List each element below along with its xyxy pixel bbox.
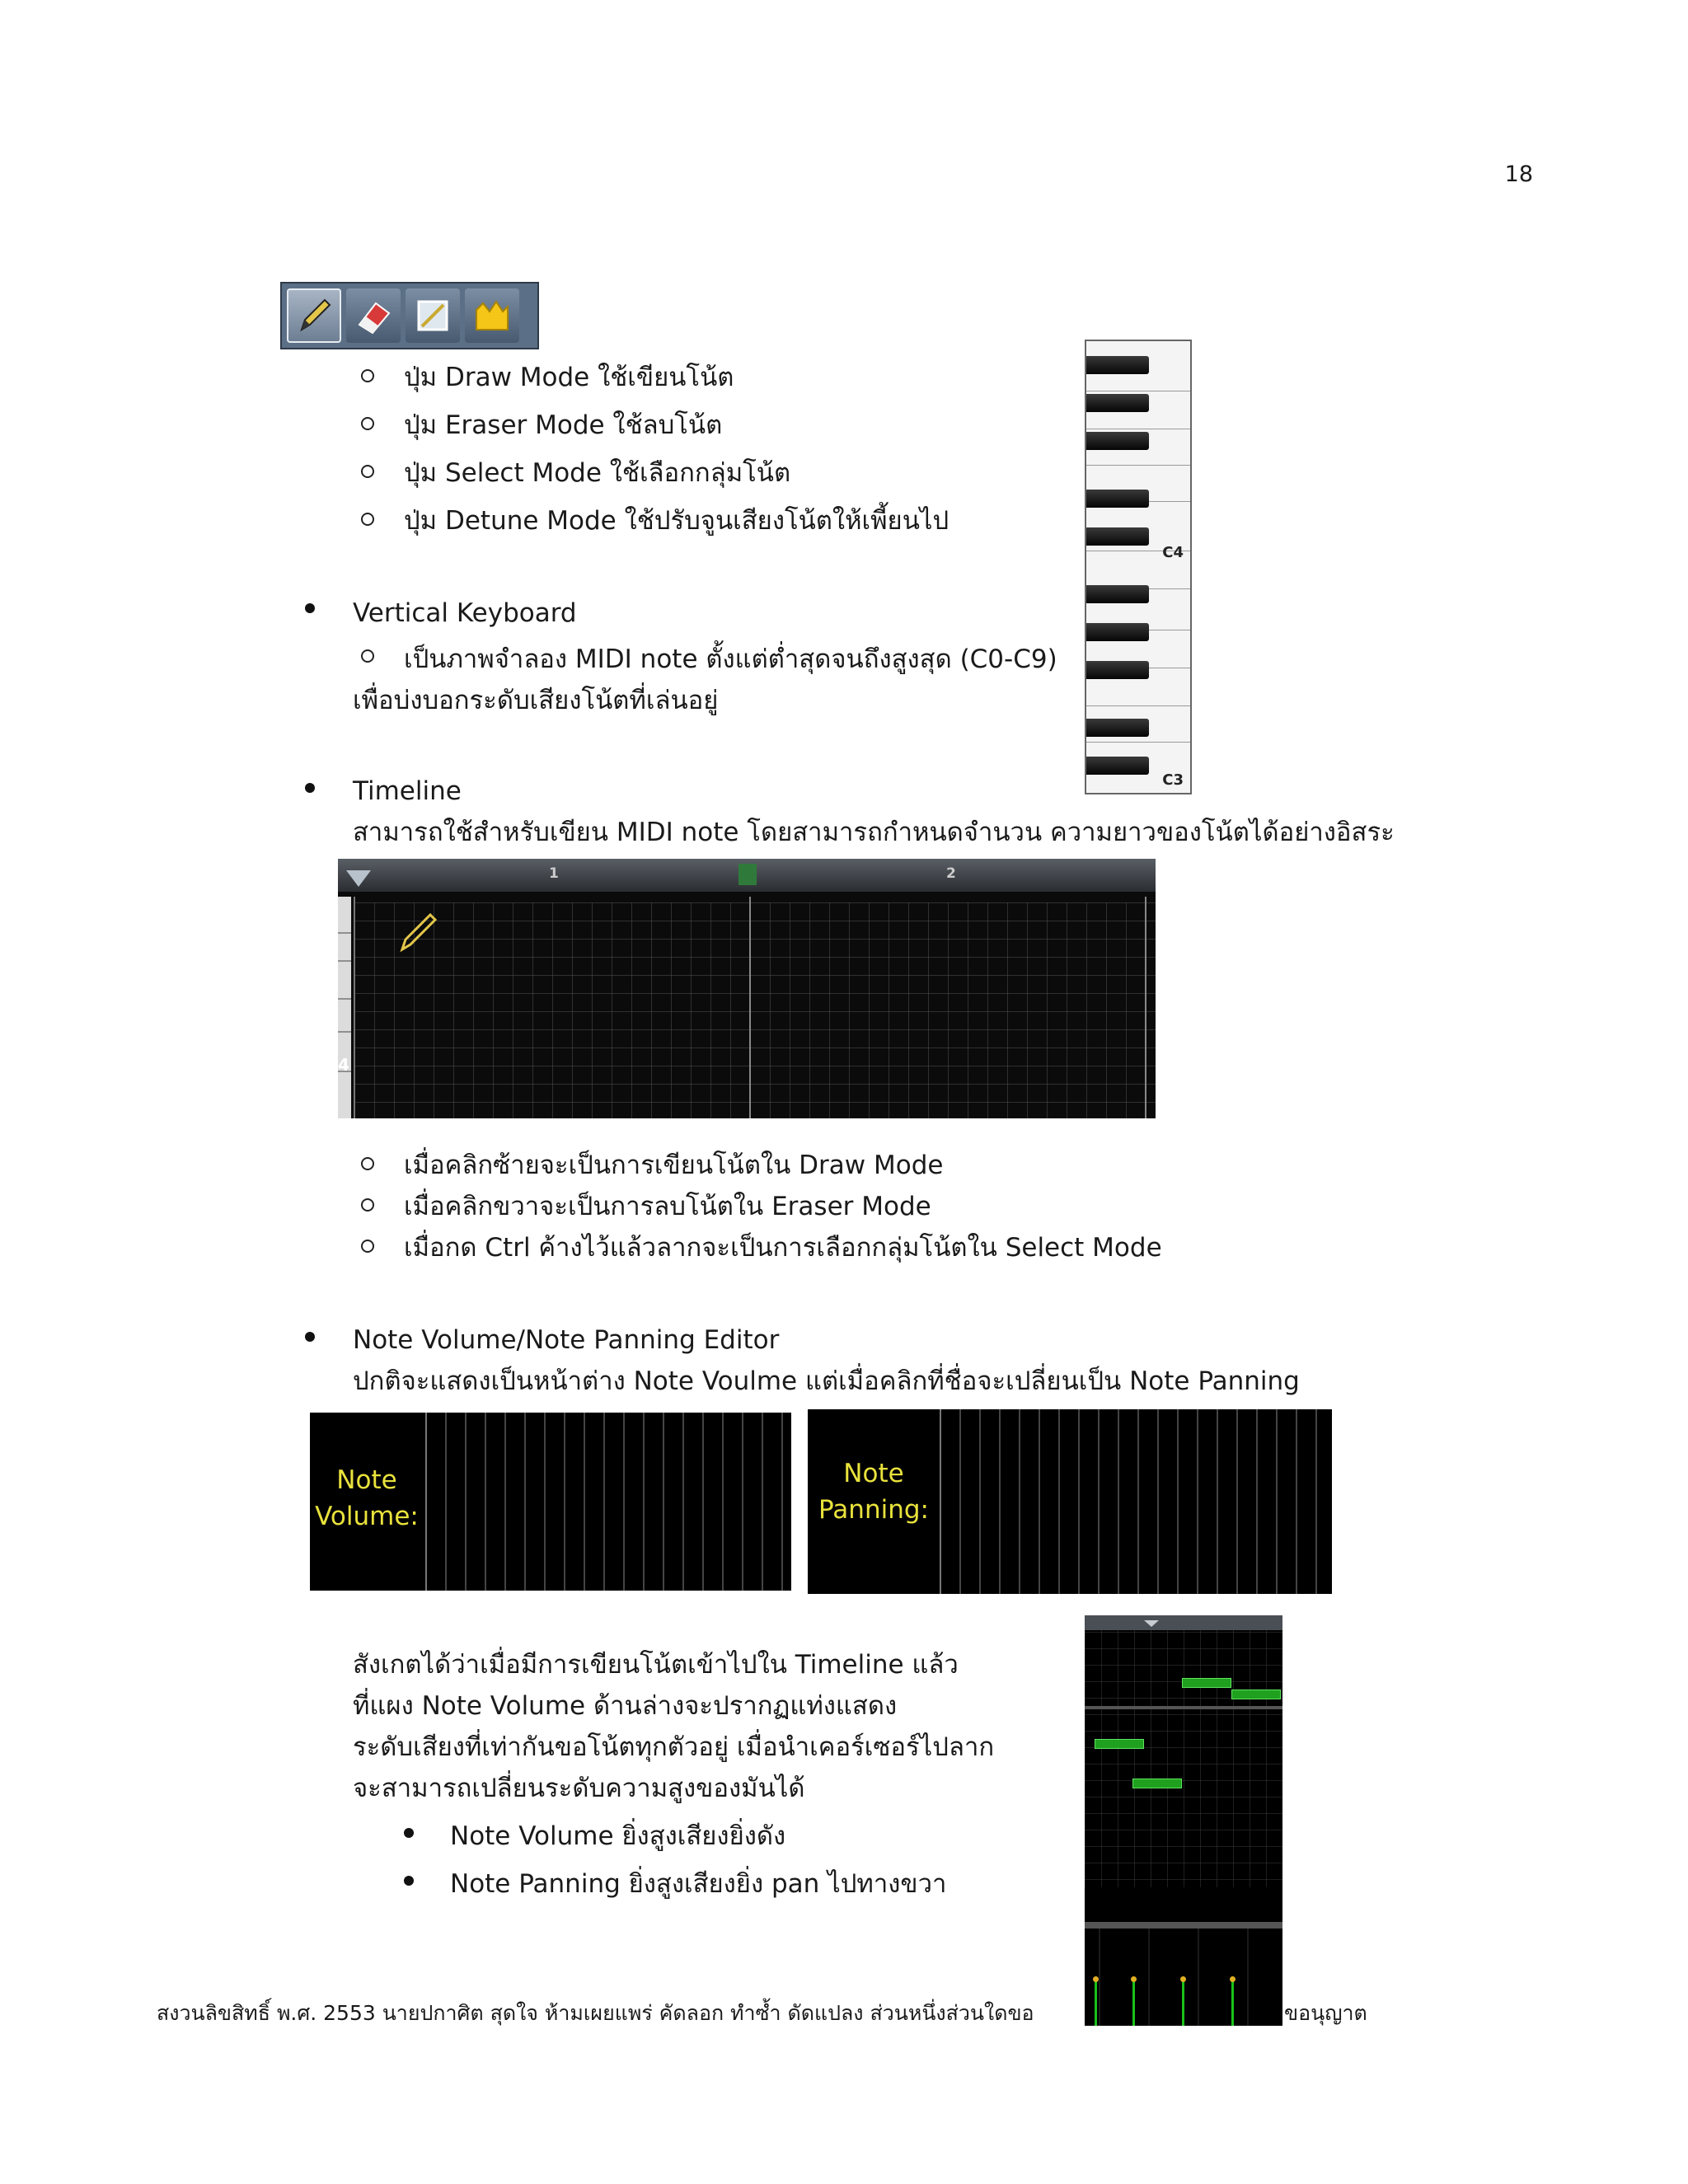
pencil-icon: [293, 295, 335, 336]
note-panning-label[interactable]: [814, 1455, 933, 1528]
note-panning-label-line1: Note: [843, 1459, 904, 1488]
midi-note[interactable]: [1182, 1678, 1231, 1688]
bar-number-2: 2: [946, 865, 956, 882]
volume-handle[interactable]: [1093, 1976, 1099, 1982]
key-label-c3: C3: [1162, 771, 1184, 789]
left-click-text: เมื่อคลิกซ้ายจะเป็นการเขียนโน้ตใน Draw Mode: [404, 1151, 944, 1180]
observation-line: จะสามารถเปลี่ยนระดับความสูงของมันได้: [353, 1774, 805, 1803]
playhead-marker-icon: [345, 869, 373, 890]
keyboard-desc-line2: เพื่อบ่งบอกระดับเสียงโน้ตที่เล่นอยู่: [353, 686, 719, 715]
note-volume-label[interactable]: [313, 1462, 420, 1535]
draw-mode-text: ปุ่ม Draw Mode ใช้เขียนโน้ต: [404, 363, 734, 392]
detune-mode-text: ปุ่ม Detune Mode ใช้ปรับจูนเสียงโน้ตให้เพี้ยนไป: [404, 506, 950, 536]
observation-line: ที่แผง Note Volume ด้านล่างจะปรากฏแท่งแสดง: [353, 1691, 898, 1721]
circle-bullet-icon: [361, 513, 374, 526]
select-icon: [412, 295, 453, 336]
detune-icon: [471, 295, 513, 336]
circle-bullet-icon: [361, 1240, 374, 1253]
volume-handle[interactable]: [1180, 1976, 1186, 1982]
circle-bullet-icon: [361, 369, 374, 382]
note-volume-panel-image: [310, 1413, 791, 1591]
vertical-keyboard-image: [1085, 340, 1192, 794]
piano-roll-with-volume-image: [1085, 1615, 1282, 2026]
section-heading-timeline: Timeline: [353, 776, 462, 806]
note-panning-label-line2: Panning:: [818, 1495, 929, 1525]
observation-paragraph: [353, 1648, 994, 1813]
draw-mode-button[interactable]: [287, 288, 341, 343]
bullet-icon: [404, 1828, 414, 1838]
page-number: 18: [1504, 162, 1533, 187]
circle-bullet-icon: [361, 465, 374, 478]
note-volume-label-line1: Note: [336, 1465, 397, 1495]
bullet-icon: [404, 1876, 414, 1886]
select-mode-text: ปุ่ม Select Mode ใช้เลือกกลุ่มโน้ต: [404, 458, 791, 488]
loop-marker: [738, 864, 757, 885]
circle-bullet-icon: [361, 417, 374, 430]
pencil-cursor-icon: [399, 912, 437, 953]
select-mode-button[interactable]: [406, 288, 460, 343]
eraser-icon: [353, 295, 394, 336]
copyright-footer-left: สงวนลิขสิทธิ์ พ.ศ. 2553 นายปกาศิต สุดใจ ห้ามเผยแพร่ คัดลอก ทำซ้ำ ดัดแปลง ส่วนหนึ่งส่วนใดขอ: [157, 2001, 1034, 2025]
midi-note[interactable]: [1231, 1690, 1281, 1699]
bullet-icon: [305, 603, 315, 613]
eraser-mode-text: ปุ่ม Eraser Mode ใช้ลบโน้ต: [404, 410, 723, 440]
midi-note[interactable]: [1132, 1779, 1182, 1788]
panning-bullet-text: Note Panning ยิ่งสูงเสียงยิ่ง pan ไปทางขวา: [450, 1869, 947, 1899]
eraser-mode-button[interactable]: [346, 288, 401, 343]
volume-bar[interactable]: [1132, 1978, 1135, 2026]
bullet-icon: [305, 783, 315, 793]
volume-bullet-text: Note Volume ยิ่งสูงเสียงยิ่งดัง: [450, 1821, 786, 1851]
key-label-c4: C4: [1162, 544, 1184, 561]
volume-handle[interactable]: [1230, 1976, 1236, 1982]
bullet-icon: [305, 1332, 315, 1342]
mode-toolbar: [280, 282, 539, 349]
timeline-desc: สามารถใช้สำหรับเขียน MIDI note โดยสามารถกำหนดจำนวน ความยาวของโน้ตได้อย่างอิสระ: [353, 818, 1395, 847]
circle-bullet-icon: [361, 649, 374, 663]
section-heading-note-editor: Note Volume/Note Panning Editor: [353, 1325, 780, 1355]
volume-bar[interactable]: [1182, 1978, 1184, 2026]
bar-number-1: 1: [549, 865, 559, 882]
keyboard-desc-line1: เป็นภาพจำลอง MIDI note ตั้งแต่ต่ำสุดจนถึงสูงสุด (C0-C9): [404, 644, 1057, 674]
ctrl-drag-text: เมื่อกด Ctrl ค้างไว้แล้วลากจะเป็นการเลือกกลุ่มโน้ตใน Select Mode: [404, 1233, 1162, 1263]
detune-mode-button[interactable]: [465, 288, 519, 343]
circle-bullet-icon: [361, 1198, 374, 1212]
right-click-text: เมื่อคลิกขวาจะเป็นการลบโน้ตใน Eraser Mode: [404, 1192, 931, 1221]
copyright-footer-right: ขอนุญาต: [1284, 2001, 1367, 2025]
observation-line: สังเกตได้ว่าเมื่อมีการเขียนโน้ตเข้าไปใน Timeline แล้ว: [353, 1650, 959, 1680]
volume-handle[interactable]: [1131, 1976, 1137, 1982]
section-heading-vertical-keyboard: Vertical Keyboard: [353, 598, 577, 628]
timeline-grid-image: [338, 859, 1156, 1118]
note-volume-label-line2: Volume:: [315, 1502, 419, 1531]
volume-bar[interactable]: [1231, 1978, 1234, 2026]
volume-bar[interactable]: [1095, 1978, 1097, 2026]
observation-line: ระดับเสียงที่เท่ากันขอโน้ตทุกตัวอยู่ เมื่อนำเคอร์เซอร์ไปลาก: [353, 1732, 995, 1762]
note-panning-panel-image: [808, 1409, 1332, 1594]
circle-bullet-icon: [361, 1157, 374, 1170]
side-number: 4: [338, 1055, 349, 1075]
note-editor-desc: ปกติจะแสดงเป็นหน้าต่าง Note Voulme แต่เมื่อคลิกที่ชื่อจะเปลี่ยนเป็น Note Panning: [353, 1366, 1300, 1396]
midi-note[interactable]: [1095, 1739, 1144, 1749]
